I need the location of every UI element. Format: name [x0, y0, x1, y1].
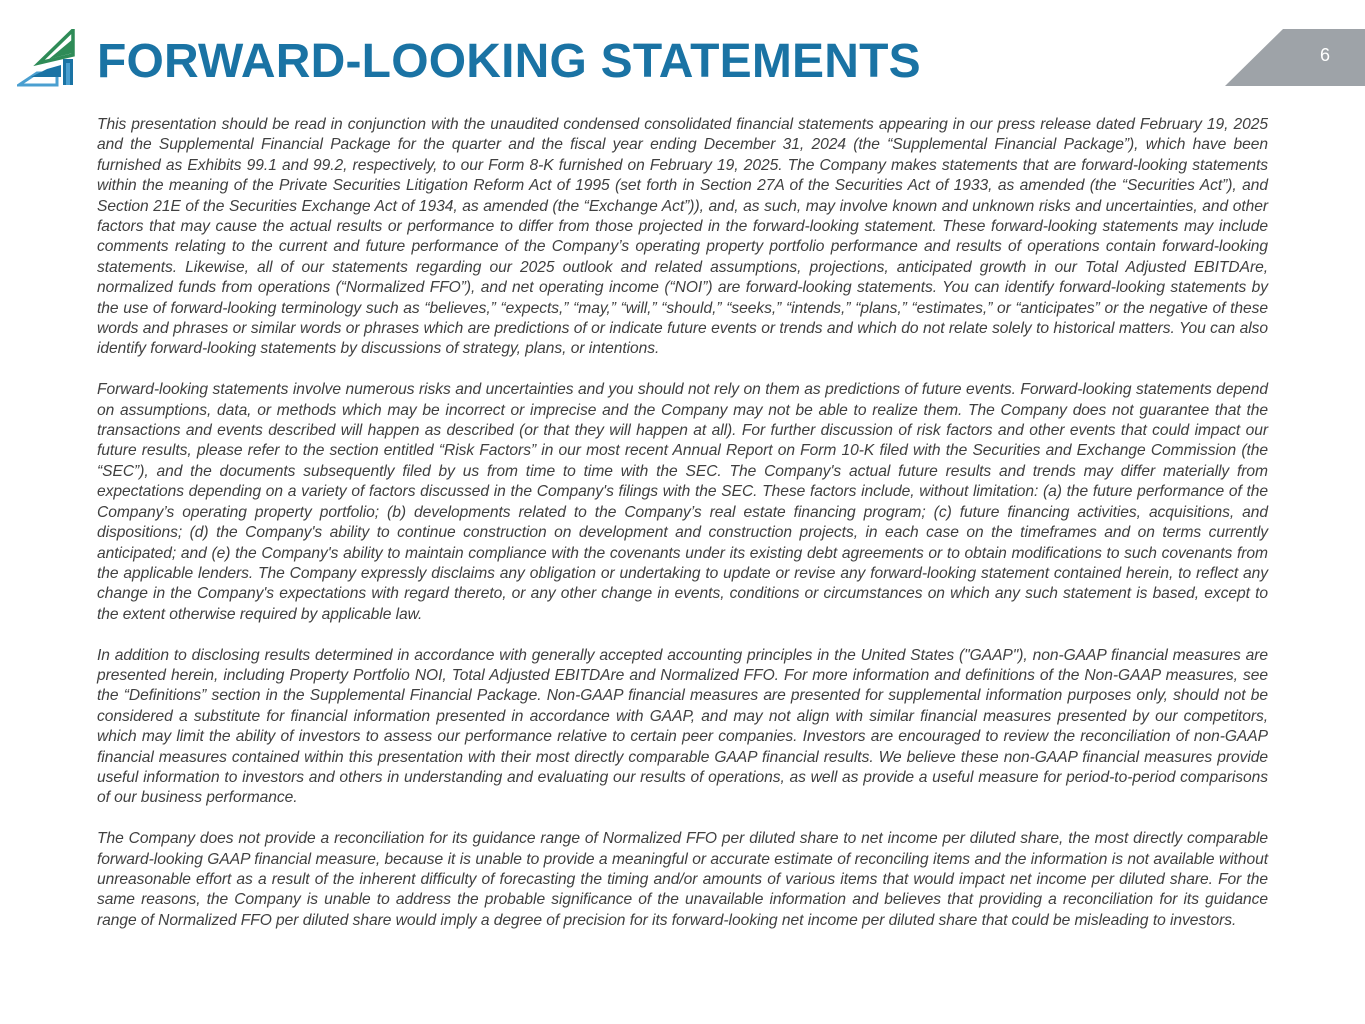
page-number-badge — [1225, 29, 1365, 86]
paragraph-risks-uncertainties: Forward-looking statements involve numerous risks and uncertainties and you should not rely on them as predictions of future events. Forward-looking statements depend on assumptions, data, or methods which may be incorrect or imprecise and the Company may not be able to realize them. The Company does not guarantee that the transactions and events described will happen as described (or that they will happen at all). For further discussion of risk factors and other events that could impact our future results, please refer to the section entitled “Risk Factors” in our most recent Annual Report on Form 10-K filed with the Securities and Exchange Commission (the “SEC”), and the documents subsequently filed by us from time to time with the SEC. The Company's actual future results and trends may differ materially from expectations depending on a variety of factors discussed in the Company's filings with the SEC. These factors include, without limitation: (a) the future performance of the Company’s operating property portfolio; (b) developments related to the Company’s real estate financing program; (c) future financing activities, acquisitions, and dispositions; (d) the Company's ability to continue construction on development and construction projects, in each case on the timeframes and on terms currently anticipated; and (e) the Company's ability to maintain compliance with the covenants under its existing debt agreements or to obtain modifications to such covenants from the applicable lenders. The Company expressly disclaims any obligation or undertaking to update or revise any forward-looking statement contained herein, to reflect any change in the Company's expectations with regard thereto, or any other change in events, conditions or circumstances on which any such statement is based, except to the extent otherwise required by applicable law. — [97, 381, 1268, 623]
page-title: FORWARD-LOOKING STATEMENTS — [97, 35, 921, 88]
paragraph-non-gaap-measures: In addition to disclosing results determined in accordance with generally accepted accounting principles in the United States ("GAAP"), non-GAAP financial measures are presented herein, including Property Portfolio NOI, Total Adjusted EBITDAre and Normalized FFO. For more information and definitions of the Non-GAAP measures, see the “Definitions” section in the Supplemental Financial Package. Non-GAAP financial measures are presented for supplemental information purposes only, should not be considered a substitute for financial information presented in accordance with GAAP, and may not align with similar financial measures presented by our competitors, which may limit the ability of investors to assess our performance relative to certain peer companies. Investors are encouraged to review the reconciliation of non-GAAP financial measures contained within this presentation with their most directly comparable GAAP financial results. We believe these non-GAAP financial measures provide useful information to investors and others in understanding and evaluating our results of operations, as well as provide a useful measure for period-to-period comparisons of our business performance. — [97, 646, 1268, 807]
paragraph-forward-looking-intro: This presentation should be read in conjunction with the unaudited condensed consolidated financial statements appearing in our press release dated February 19, 2025 and the Supplemental Financial Package for the quarter and the fiscal year ending December 31, 2024 (the “Supplemental Financial Package”), which have been furnished as Exhibits 99.1 and 99.2, respectively, to our Form 8-K furnished on February 19, 2025. The Company makes statements that are forward-looking statements within the meaning of the Private Securities Litigation Reform Act of 1995 (set forth in Section 27A of the Securities Act of 1933, as amended (the “Securities Act”), and Section 21E of the Securities Exchange Act of 1934, as amended (the “Exchange Act”)), and, as such, may involve known and unknown risks and uncertainties, and other factors that may cause the actual results or performance to differ from those projected in the forward-looking statement. These forward-looking statements may include comments relating to the current and future performance of the Company’s operating property portfolio performance and results of operations contain forward-looking statements. Likewise, all of our statements regarding our 2025 outlook and related assumptions, projections, anticipated growth in our Total Adjusted EBITDAre, normalized funds from operations (“Normalized FFO”), and net operating income (“NOI”) are forward-looking statements. You can identify forward-looking statements by the use of forward-looking terminology such as “believes,” “expects,” “may,” “will,” “should,” “seeks,” “intends,” “plans,” “estimates,” or “anticipates” or the negative of these words and phrases or similar words or phrases which are predictions of or indicate future events or trends and which do not relate solely to historical matters. You can also identify forward-looking statements by discussions of strategy, plans, or intentions. — [97, 116, 1268, 358]
company-logo-icon — [17, 29, 75, 87]
disclaimer-body — [97, 115, 1268, 952]
page-number: 6 — [1319, 45, 1330, 65]
paragraph-guidance-reconciliation: The Company does not provide a reconciliation for its guidance range of Normalized FFO per diluted share to net income per diluted share, the most directly comparable forward-looking GAAP financial measure, because it is unable to provide a meaningful or accurate estimate of reconciling items and the information is not available without unreasonable effort as a result of the inherent difficulty of forecasting the timing and/or amounts of various items that would impact net income per diluted share. For the same reasons, the Company is unable to address the probable significance of the unavailable information and believes that providing a reconciliation for its guidance range of Normalized FFO per diluted share would imply a degree of precision for its forward-looking net income per diluted share that could be misleading to investors. — [97, 830, 1268, 929]
